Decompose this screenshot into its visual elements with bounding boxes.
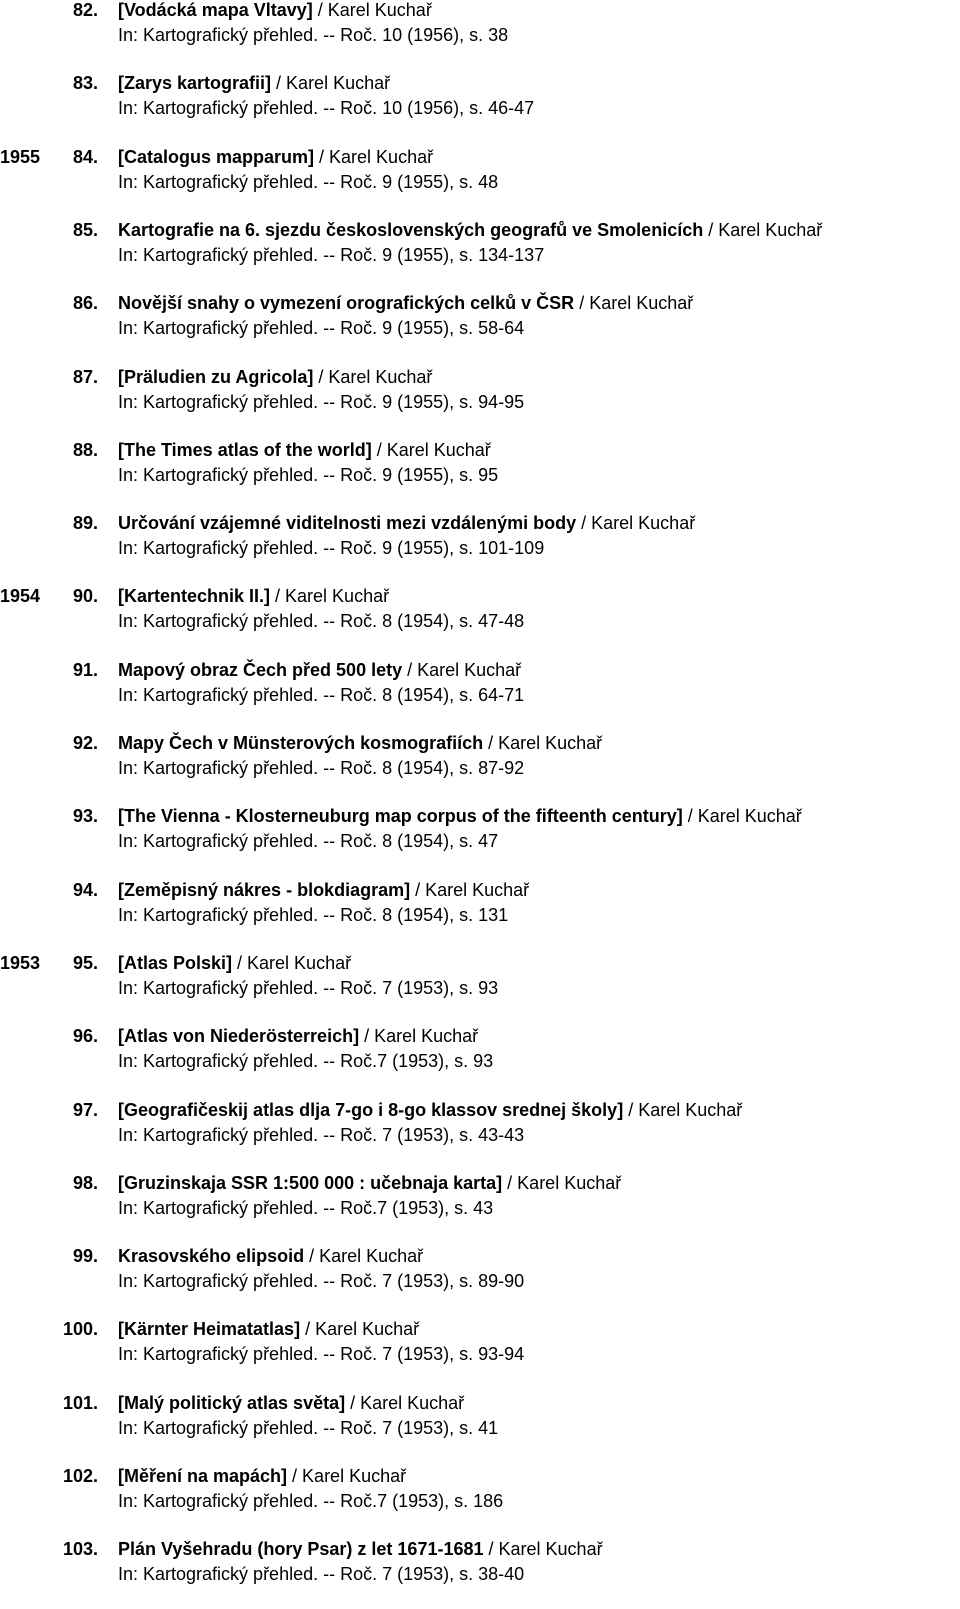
entry-source: In: Kartografický přehled. -- Roč. 9 (1955), s. 95 bbox=[118, 464, 499, 485]
entry-author: / Karel Kuchař bbox=[703, 219, 823, 240]
entry-author: / Karel Kuchař bbox=[300, 1319, 420, 1340]
bibliography-entry bbox=[0, 365, 960, 417]
bibliography-entry bbox=[0, 71, 960, 123]
entry-number: 100. bbox=[62, 1319, 98, 1340]
entry-title-line bbox=[118, 0, 432, 23]
entry-title: [Präludien zu Agricola] bbox=[118, 366, 314, 387]
entry-source: In: Kartografický přehled. -- Roč. 9 (1955), s. 134-137 bbox=[118, 244, 545, 265]
entry-title: Mapy Čech v Münsterových kosmografiích bbox=[118, 733, 484, 753]
entry-number: 95. bbox=[72, 952, 98, 973]
entry-number: 99. bbox=[72, 1246, 98, 1267]
entry-source: In: Kartografický přehled. -- Roč. 10 (1956), s. 38 bbox=[118, 25, 509, 45]
entry-author: / Karel Kuchař bbox=[623, 1099, 743, 1120]
entry-number: 101. bbox=[62, 1392, 98, 1413]
entry-author: / Karel Kuchař bbox=[359, 1026, 479, 1047]
entry-source: In: Kartografický přehled. -- Roč. 7 (1953), s. 93-94 bbox=[118, 1344, 525, 1365]
entry-title: [Geografičeskij atlas dlja 7-go i 8-go klassov srednej školy] bbox=[118, 1099, 624, 1120]
year-marker: 1953 bbox=[0, 952, 41, 973]
entry-number: 93. bbox=[72, 806, 98, 827]
entry-title: [Catalogus mapparum] bbox=[118, 146, 315, 167]
entry-title: Kartografie na 6. sjezdu československých geografů ve Smolenicích bbox=[118, 219, 704, 240]
entry-number: 88. bbox=[72, 439, 98, 460]
entry-title: [Malý politický atlas světa] bbox=[118, 1392, 346, 1413]
entry-number: 98. bbox=[72, 1172, 98, 1193]
entry-title-line bbox=[118, 511, 695, 536]
entry-author: / Karel Kuchař bbox=[410, 879, 530, 900]
entry-author: / Karel Kuchař bbox=[345, 1392, 465, 1413]
bibliography-entry bbox=[0, 291, 960, 343]
entry-source: In: Kartografický přehled. -- Roč. 8 (1954), s. 87-92 bbox=[118, 758, 525, 778]
entry-author: / Karel Kuchař bbox=[576, 513, 696, 534]
entry-number: 102. bbox=[62, 1466, 98, 1486]
bibliography-entry bbox=[0, 1317, 960, 1369]
entry-number: 91. bbox=[72, 659, 98, 680]
entry-source: In: Kartografický přehled. -- Roč. 8 (1954), s. 47 bbox=[118, 831, 499, 852]
bibliography-entry bbox=[0, 1024, 960, 1076]
bibliography-entry bbox=[0, 1244, 960, 1296]
entry-source: In: Kartografický přehled. -- Roč.7 (1953), s. 43 bbox=[118, 1197, 494, 1218]
entry-title: [Měření na mapách] bbox=[118, 1466, 288, 1486]
entry-author: / Karel Kuchař bbox=[682, 806, 802, 827]
entry-author: / Karel Kuchař bbox=[271, 73, 391, 94]
entry-source: In: Kartografický přehled. -- Roč. 9 (1955), s. 48 bbox=[118, 171, 499, 192]
entry-author: / Karel Kuchař bbox=[483, 733, 603, 753]
bibliography-entry bbox=[0, 438, 960, 490]
entry-author: / Karel Kuchař bbox=[371, 439, 491, 460]
entry-title: Novější snahy o vymezení orografických celků v ČSR bbox=[118, 293, 575, 314]
entry-title-line bbox=[118, 1098, 742, 1123]
entry-title-line bbox=[118, 145, 433, 170]
entry-source: In: Kartografický přehled. -- Roč. 7 (1953), s. 89-90 bbox=[118, 1271, 525, 1292]
entry-number: 90. bbox=[72, 586, 98, 607]
entry-title-line bbox=[118, 584, 389, 609]
bibliography-entry bbox=[0, 584, 960, 636]
entry-number: 96. bbox=[72, 1026, 98, 1047]
entry-title-line bbox=[118, 731, 602, 756]
year-marker: 1955 bbox=[0, 146, 41, 167]
entry-title-line bbox=[118, 1317, 419, 1342]
entry-source: In: Kartografický přehled. -- Roč.7 (1953), s. 93 bbox=[118, 1051, 494, 1072]
entry-number: 103. bbox=[62, 1539, 98, 1560]
entry-title-line bbox=[118, 71, 390, 96]
bibliography-entry bbox=[0, 1171, 960, 1223]
year-marker: 1954 bbox=[0, 586, 41, 607]
entry-source: In: Kartografický přehled. -- Roč.7 (1953), s. 186 bbox=[118, 1491, 504, 1511]
entry-title: Plán Vyšehradu (hory Psar) z let 1671-1681 bbox=[118, 1539, 484, 1560]
entry-number: 84. bbox=[72, 146, 98, 167]
entry-title: [Kartentechnik II.] bbox=[118, 586, 271, 607]
entry-title-line bbox=[118, 658, 521, 683]
entry-number: 82. bbox=[72, 0, 98, 20]
bibliography-entry bbox=[0, 878, 960, 930]
entry-author: / Karel Kuchař bbox=[232, 952, 352, 973]
bibliography-entry bbox=[0, 1098, 960, 1150]
bibliography-entry bbox=[0, 1537, 960, 1589]
entry-title: [The Times atlas of the world] bbox=[118, 439, 372, 460]
bibliography-entry bbox=[0, 0, 960, 50]
entry-title-line bbox=[118, 291, 693, 316]
entry-source: In: Kartografický přehled. -- Roč. 7 (1953), s. 38-40 bbox=[118, 1564, 525, 1585]
entry-author: / Karel Kuchař bbox=[574, 293, 694, 314]
entry-title: Krasovského elipsoid bbox=[118, 1246, 305, 1267]
entry-title: [Atlas Polski] bbox=[118, 952, 233, 973]
entry-number: 89. bbox=[72, 513, 98, 534]
entry-title: Určování vzájemné viditelnosti mezi vzdálenými body bbox=[118, 513, 577, 534]
bibliography-entry bbox=[0, 731, 960, 783]
entry-author: / Karel Kuchař bbox=[483, 1539, 603, 1560]
bibliography-entry bbox=[0, 951, 960, 1003]
entry-source: In: Kartografický přehled. -- Roč. 9 (1955), s. 94-95 bbox=[118, 391, 525, 412]
entry-title: [Vodácká mapa Vltavy] bbox=[118, 0, 313, 20]
entry-title-line bbox=[118, 878, 529, 903]
entry-source: In: Kartografický přehled. -- Roč. 7 (1953), s. 41 bbox=[118, 1417, 499, 1438]
entry-number: 94. bbox=[72, 879, 98, 900]
entry-title: Mapový obraz Čech před 500 lety bbox=[118, 659, 403, 680]
entry-title-line bbox=[118, 438, 491, 463]
entry-author: / Karel Kuchař bbox=[312, 0, 432, 20]
bibliography-entry bbox=[0, 658, 960, 710]
entry-source: In: Kartografický přehled. -- Roč. 7 (1953), s. 93 bbox=[118, 977, 499, 998]
entry-source: In: Kartografický přehled. -- Roč. 8 (1954), s. 64-71 bbox=[118, 684, 525, 705]
entry-author: / Karel Kuchař bbox=[304, 1246, 424, 1267]
entry-title-line bbox=[118, 1391, 464, 1416]
entry-source: In: Kartografický přehled. -- Roč. 7 (1953), s. 43-43 bbox=[118, 1124, 525, 1145]
entry-number: 83. bbox=[72, 73, 98, 94]
entry-source: In: Kartografický přehled. -- Roč. 8 (1954), s. 47-48 bbox=[118, 611, 525, 632]
entry-title-line bbox=[118, 1464, 406, 1489]
entry-source: In: Kartografický přehled. -- Roč. 8 (1954), s. 131 bbox=[118, 904, 509, 925]
bibliography-entry bbox=[0, 1391, 960, 1443]
entry-title: [Kärnter Heimatatlas] bbox=[118, 1319, 301, 1340]
entry-number: 86. bbox=[72, 293, 98, 314]
bibliography-entry bbox=[0, 511, 960, 563]
entry-title: [Zeměpisný nákres - blokdiagram] bbox=[118, 879, 411, 900]
bibliography-entry bbox=[0, 804, 960, 856]
entry-source: In: Kartografický přehled. -- Roč. 10 (1956), s. 46-47 bbox=[118, 98, 535, 119]
entry-author: / Karel Kuchař bbox=[502, 1172, 622, 1193]
entry-number: 92. bbox=[72, 733, 98, 753]
bibliography-entry bbox=[0, 145, 960, 197]
entry-number: 85. bbox=[72, 219, 98, 240]
entry-title-line bbox=[118, 365, 432, 390]
entry-title-line bbox=[118, 1537, 603, 1562]
entry-title-line bbox=[118, 804, 802, 829]
entry-title: [Atlas von Niederösterreich] bbox=[118, 1026, 360, 1047]
entry-source: In: Kartografický přehled. -- Roč. 9 (1955), s. 58-64 bbox=[118, 318, 525, 339]
entry-author: / Karel Kuchař bbox=[314, 146, 434, 167]
entry-title-line bbox=[118, 1171, 621, 1196]
entry-title: [Zarys kartografii] bbox=[118, 73, 272, 94]
entry-title: [Gruzinskaja SSR 1:500 000 : učebnaja karta] bbox=[118, 1172, 503, 1193]
entry-title-line bbox=[118, 1024, 478, 1049]
entry-title-line bbox=[118, 1244, 423, 1269]
entry-title: [The Vienna - Klosterneuburg map corpus of the fifteenth century] bbox=[118, 806, 683, 827]
entry-author: / Karel Kuchař bbox=[270, 586, 390, 607]
entry-author: / Karel Kuchař bbox=[287, 1466, 407, 1486]
entry-title-line bbox=[118, 951, 351, 976]
entry-author: / Karel Kuchař bbox=[313, 366, 433, 387]
entry-author: / Karel Kuchař bbox=[402, 659, 522, 680]
bibliography-entry bbox=[0, 218, 960, 270]
entry-source: In: Kartografický přehled. -- Roč. 9 (1955), s. 101-109 bbox=[118, 538, 545, 559]
entry-number: 97. bbox=[72, 1099, 98, 1120]
entry-number: 87. bbox=[72, 366, 98, 387]
entry-title-line bbox=[118, 218, 822, 243]
bibliography-entry bbox=[0, 1464, 960, 1516]
